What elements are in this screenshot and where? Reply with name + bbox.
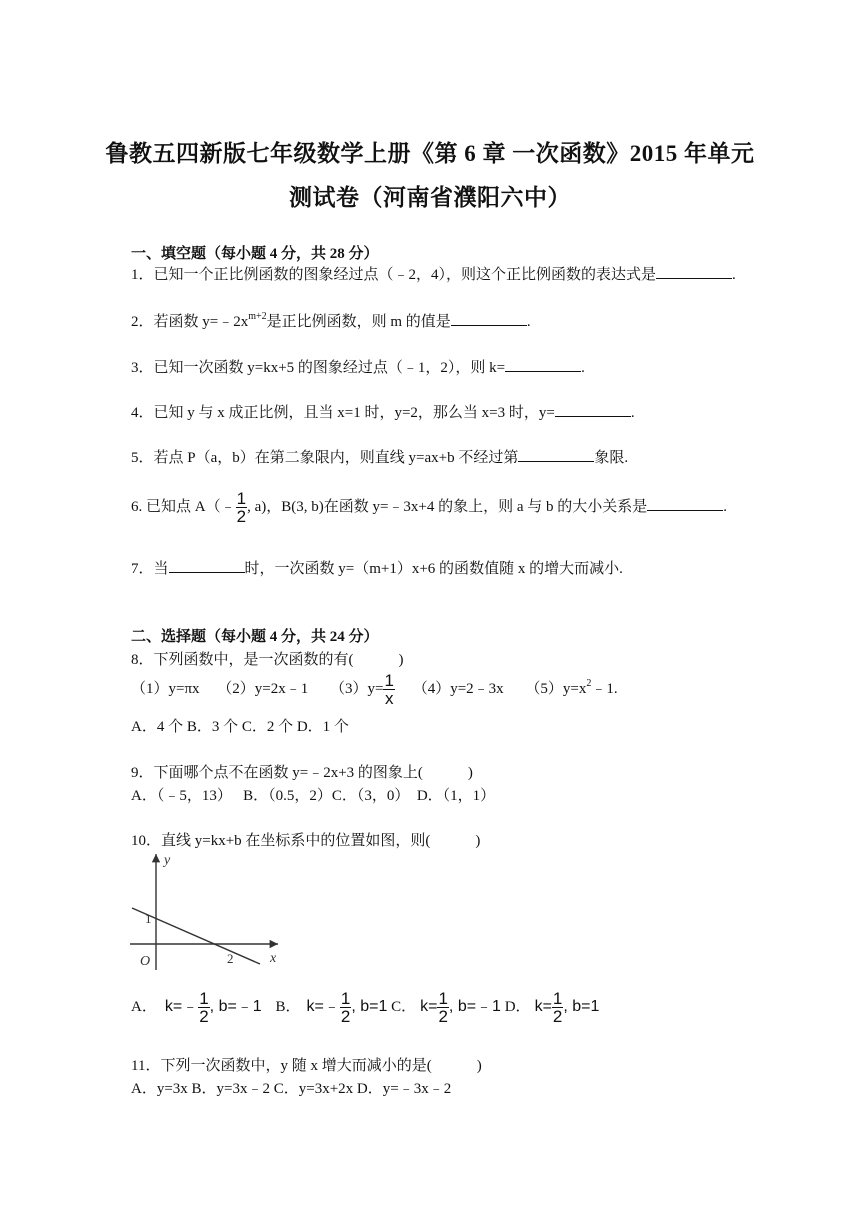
x-axis-label: x <box>270 951 277 966</box>
question-1-text: 1．已知一个正比例函数的图象经过点（﹣2，4），则这个正比例函数的表达式是 <box>131 267 657 283</box>
question-9-options: A．（﹣5，13） B．（0.5，2）C．（3，0） D．（1，1） <box>131 788 496 804</box>
function-1: （1）y=πx <box>131 680 200 697</box>
fraction-denominator: 2 <box>236 507 247 526</box>
question-11-options: A．y=3x B．y=3x﹣2 C．y=3x+2x D．y=﹣3x﹣2 <box>131 1081 452 1097</box>
answer-blank <box>647 496 723 511</box>
fraction-denominator: 2 <box>552 1007 563 1026</box>
fraction-numerator: 1 <box>340 989 351 1008</box>
question-2 <box>131 310 531 331</box>
fraction-denominator: 2 <box>438 1007 448 1026</box>
question-4 <box>131 401 635 422</box>
fraction-numerator: 1 <box>199 989 209 1008</box>
option-a-text-cont: , b=﹣1 <box>209 997 262 1015</box>
section-heading-fill-in: 一、填空题（每小题 4 分，共 28 分） <box>131 246 379 262</box>
question-7-text: 7．当 <box>131 561 169 577</box>
exponent: 2 <box>586 677 592 689</box>
question-1-end: . <box>732 267 736 283</box>
fraction-numerator: 1 <box>552 989 563 1008</box>
fraction-denominator: x <box>384 689 394 708</box>
question-4-end: . <box>630 405 635 421</box>
origin-label: O <box>140 954 151 969</box>
question-2-end: . <box>526 314 531 330</box>
option-d-text: k= <box>534 997 552 1015</box>
fraction-denominator: 2 <box>340 1007 351 1026</box>
question-4-text: 4．已知 y 与 x 成正比例，且当 x=1 时，y=2，那么当 x=3 时，y= <box>131 405 555 421</box>
question-10-options <box>131 990 599 1025</box>
question-7 <box>131 557 623 578</box>
document-title-line-1: 鲁教五四新版七年级数学上册《第 6 章 一次函数》2015 年单元 <box>105 141 755 166</box>
answer-blank <box>518 447 594 462</box>
fraction <box>383 672 394 707</box>
coordinate-graph <box>126 850 286 972</box>
y-intercept-label: 1 <box>145 911 152 926</box>
fraction <box>198 990 209 1025</box>
question-8-options: A．4 个 B．3 个 C．2 个 D．1 个 <box>131 719 349 735</box>
option-c-text-cont: , b=﹣1 <box>448 997 501 1015</box>
x-intercept-label: 2 <box>227 951 234 966</box>
option-c-label: C． <box>391 998 417 1015</box>
question-6-end: . <box>723 498 728 515</box>
answer-blank <box>505 357 581 372</box>
question-6 <box>131 490 727 525</box>
answer-blank <box>169 558 245 573</box>
exponent: m+2 <box>248 311 267 322</box>
fraction <box>340 990 351 1025</box>
option-b-text: k=﹣ <box>306 997 340 1015</box>
answer-blank <box>656 264 732 279</box>
section-heading-multiple-choice: 二、选择题（每小题 4 分，共 24 分） <box>131 629 379 645</box>
document-title-line-2: 测试卷（河南省濮阳六中） <box>289 185 571 210</box>
question-7-text-cont: 时，一次函数 y=（m+1）x+6 的函数值随 x 的增大而减小. <box>244 561 623 577</box>
option-a-label: A． <box>131 998 157 1015</box>
function-5: （5）y=x <box>525 680 587 697</box>
question-6-text-cont: , a)，B(3, b)在函数 y=﹣3x+4 的象上，则 a 与 b 的大小关系是 <box>247 498 648 515</box>
question-5 <box>131 446 628 467</box>
option-d-label: D． <box>504 998 531 1015</box>
fraction-numerator: 1 <box>384 671 394 690</box>
answer-blank <box>555 402 631 417</box>
question-3-text: 3．已知一次函数 y=kx+5 的图象经过点（﹣1，2），则 k= <box>131 360 506 376</box>
function-5-end: ﹣1. <box>591 680 618 697</box>
question-6-text: 6. 已知点 A（﹣ <box>131 498 236 515</box>
function-4: （4）y=2﹣3x <box>412 680 504 697</box>
question-8-stem: 8．下列函数中，是一次函数的有( ) <box>131 652 404 668</box>
question-2-text: 2．若函数 y=﹣2x <box>131 314 249 330</box>
question-2-text-cont: 是正比例函数，则 m 的值是 <box>266 314 451 330</box>
fraction-numerator: 1 <box>236 489 247 508</box>
question-1 <box>131 263 736 284</box>
fraction <box>437 990 448 1025</box>
y-axis-label: y <box>164 853 171 868</box>
function-2: （2）y=2x﹣1 <box>217 680 309 697</box>
question-9-stem: 9．下面哪个点不在函数 y=﹣2x+3 的图象上( ) <box>131 765 473 781</box>
question-3 <box>131 356 585 377</box>
option-a-text: k=﹣ <box>164 997 199 1015</box>
question-5-end: 象限. <box>594 450 629 466</box>
question-5-text: 5．若点 P（a，b）在第二象限内，则直线 y=ax+b 不经过第 <box>131 450 519 466</box>
option-b-label: B． <box>275 998 301 1015</box>
question-3-end: . <box>581 360 585 376</box>
fraction-denominator: 2 <box>199 1007 209 1026</box>
question-8-functions <box>131 672 618 707</box>
fraction <box>552 990 563 1025</box>
option-b-text-cont: , b=1 <box>351 997 388 1015</box>
answer-blank <box>451 311 527 326</box>
fraction <box>236 490 247 525</box>
question-11-stem: 11．下列一次函数中，y 随 x 增大而减小的是( ) <box>131 1058 482 1074</box>
function-3: （3）y= <box>330 680 384 697</box>
question-10-stem: 10．直线 y=kx+b 在坐标系中的位置如图，则( ) <box>131 833 481 849</box>
option-d-text-cont: , b=1 <box>563 997 600 1015</box>
fraction-numerator: 1 <box>438 989 448 1008</box>
option-c-text: k= <box>420 997 438 1015</box>
